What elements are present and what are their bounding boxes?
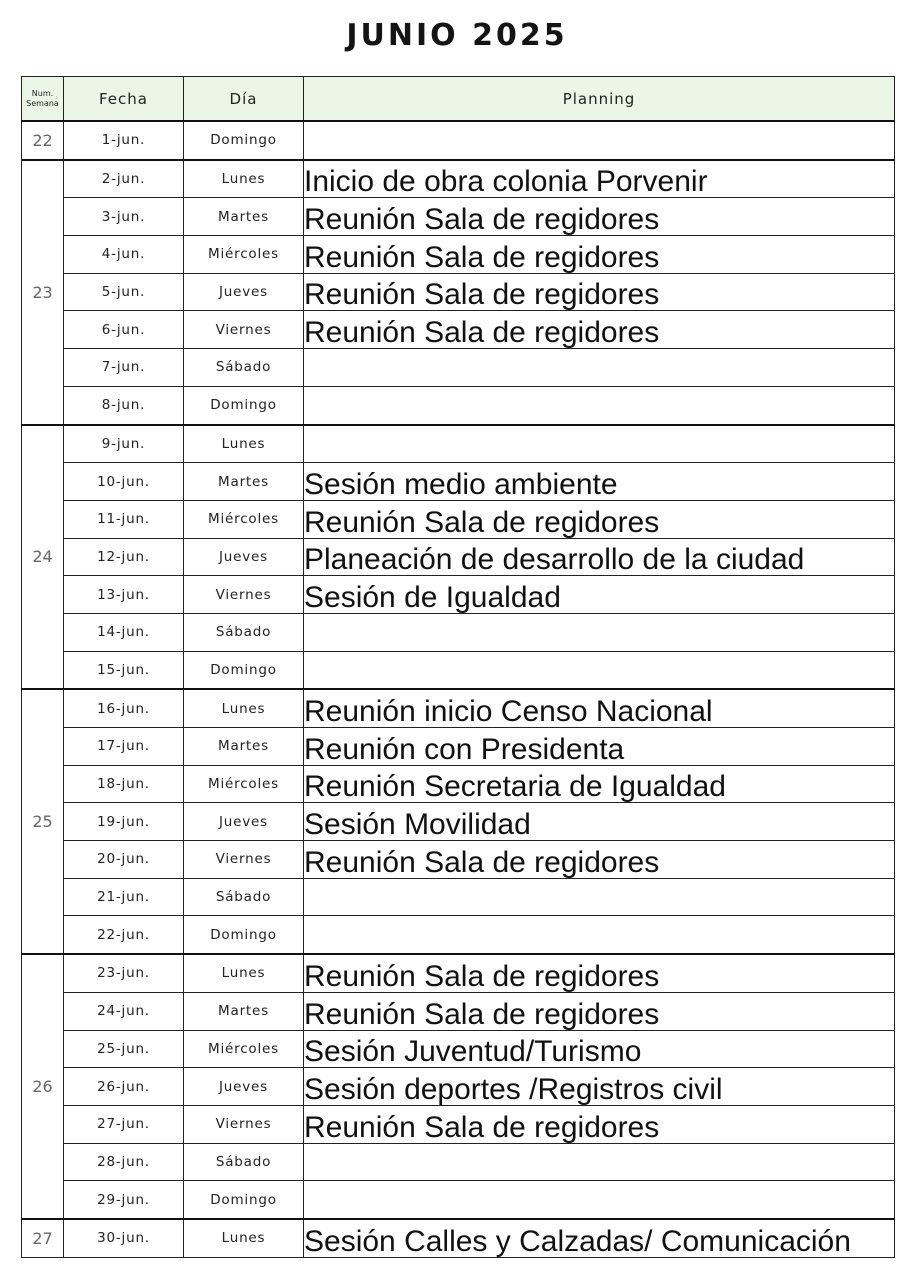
day-cell: Jueves [184, 538, 304, 576]
table-row [22, 1030, 895, 1068]
planning-cell: Reunión Sala de regidores [304, 273, 895, 311]
planning-cell: Inicio de obra colonia Porvenir [304, 160, 895, 198]
day-cell: Sábado [184, 878, 304, 916]
day-cell: Domingo [184, 1181, 304, 1219]
day-cell: Domingo [184, 651, 304, 689]
day-cell: Sábado [184, 1143, 304, 1181]
day-cell: Miércoles [184, 1030, 304, 1068]
date-cell: 21-jun. [64, 878, 184, 916]
day-cell: Lunes [184, 689, 304, 727]
table-row [22, 160, 895, 198]
date-cell: 9-jun. [64, 425, 184, 463]
planning-cell: Sesión deportes /Registros civil [304, 1068, 895, 1106]
date-cell: 8-jun. [64, 386, 184, 424]
date-cell: 30-jun. [64, 1219, 184, 1257]
planning-cell: Reunión inicio Censo Nacional [304, 689, 895, 727]
date-cell: 11-jun. [64, 500, 184, 538]
planning-cell: Reunión Secretaria de Igualdad [304, 765, 895, 803]
date-cell: 18-jun. [64, 765, 184, 803]
week-number-cell: 24 [22, 425, 64, 690]
date-cell: 14-jun. [64, 613, 184, 651]
day-cell: Domingo [184, 386, 304, 424]
date-cell: 17-jun. [64, 728, 184, 766]
day-cell: Jueves [184, 803, 304, 841]
day-cell: Viernes [184, 841, 304, 879]
planning-cell: Planeación de desarrollo de la ciudad [304, 538, 895, 576]
table-row [22, 916, 895, 954]
planning-cell [304, 386, 895, 424]
day-cell: Martes [184, 992, 304, 1030]
date-cell: 13-jun. [64, 576, 184, 614]
planning-cell: Reunión Sala de regidores [304, 311, 895, 349]
table-row [22, 349, 895, 387]
day-cell: Jueves [184, 1068, 304, 1106]
date-cell: 26-jun. [64, 1068, 184, 1106]
day-cell: Viernes [184, 576, 304, 614]
week-number-cell: 25 [22, 689, 64, 954]
date-cell: 15-jun. [64, 651, 184, 689]
planning-cell: Reunión Sala de regidores [304, 236, 895, 274]
planning-cell [304, 878, 895, 916]
day-cell: Lunes [184, 954, 304, 992]
day-cell: Domingo [184, 121, 304, 160]
planning-cell: Reunión Sala de regidores [304, 198, 895, 236]
table-row [22, 463, 895, 501]
table-row [22, 1068, 895, 1106]
day-cell: Lunes [184, 1219, 304, 1257]
planning-cell: Sesión Juventud/Turismo [304, 1030, 895, 1068]
table-row [22, 1143, 895, 1181]
week-number-cell: 26 [22, 954, 64, 1219]
date-cell: 3-jun. [64, 198, 184, 236]
day-cell: Viernes [184, 311, 304, 349]
date-cell: 24-jun. [64, 992, 184, 1030]
planning-cell [304, 916, 895, 954]
date-cell: 29-jun. [64, 1181, 184, 1219]
day-cell: Lunes [184, 160, 304, 198]
day-cell: Martes [184, 463, 304, 501]
day-cell: Domingo [184, 916, 304, 954]
table-row [22, 386, 895, 424]
planning-cell [304, 1143, 895, 1181]
page-title: JUNIO 2025 [346, 18, 568, 53]
table-row [22, 425, 895, 463]
day-cell: Viernes [184, 1105, 304, 1143]
planning-cell: Sesión de Igualdad [304, 576, 895, 614]
header-row [22, 77, 895, 122]
table-row [22, 878, 895, 916]
date-cell: 27-jun. [64, 1105, 184, 1143]
week-number-header [22, 77, 64, 122]
table-row [22, 803, 895, 841]
table-row [22, 954, 895, 992]
day-cell: Martes [184, 728, 304, 766]
date-cell: 20-jun. [64, 841, 184, 879]
week-number-cell: 23 [22, 160, 64, 425]
planning-cell: Sesión Calles y Calzadas/ Comunicación [304, 1219, 895, 1257]
day-header: Día [184, 77, 304, 122]
planning-table [21, 76, 895, 1258]
date-cell: 28-jun. [64, 1143, 184, 1181]
table-row [22, 198, 895, 236]
day-cell: Miércoles [184, 236, 304, 274]
day-cell: Sábado [184, 349, 304, 387]
date-cell: 6-jun. [64, 311, 184, 349]
table-row [22, 728, 895, 766]
week-header-line2: Semana [26, 98, 59, 108]
date-cell: 4-jun. [64, 236, 184, 274]
planning-cell: Sesión medio ambiente [304, 463, 895, 501]
date-cell: 12-jun. [64, 538, 184, 576]
day-cell: Lunes [184, 425, 304, 463]
date-cell: 22-jun. [64, 916, 184, 954]
date-cell: 16-jun. [64, 689, 184, 727]
planning-cell: Reunión Sala de regidores [304, 1105, 895, 1143]
table-row [22, 613, 895, 651]
day-cell: Jueves [184, 273, 304, 311]
date-cell: 25-jun. [64, 1030, 184, 1068]
date-cell: 10-jun. [64, 463, 184, 501]
day-cell: Martes [184, 198, 304, 236]
table-row [22, 236, 895, 274]
table-row [22, 1105, 895, 1143]
date-cell: 1-jun. [64, 121, 184, 160]
planning-cell [304, 613, 895, 651]
planning-cell: Reunión Sala de regidores [304, 500, 895, 538]
planning-cell: Reunión con Presidenta [304, 728, 895, 766]
table-row [22, 273, 895, 311]
planning-cell: Reunión Sala de regidores [304, 992, 895, 1030]
planning-cell [304, 1181, 895, 1219]
table-row [22, 1219, 895, 1257]
table-row [22, 1181, 895, 1219]
week-number-cell: 27 [22, 1219, 64, 1257]
table-row [22, 765, 895, 803]
week-header-line1: Num. [31, 88, 54, 98]
table-row [22, 841, 895, 879]
table-row [22, 500, 895, 538]
planning-header: Planning [304, 77, 895, 122]
planning-cell [304, 425, 895, 463]
planning-cell [304, 121, 895, 160]
day-cell: Sábado [184, 613, 304, 651]
planning-cell: Reunión Sala de regidores [304, 954, 895, 992]
table-row [22, 311, 895, 349]
date-header: Fecha [64, 77, 184, 122]
week-number-cell: 22 [22, 121, 64, 160]
date-cell: 2-jun. [64, 160, 184, 198]
planning-cell: Sesión Movilidad [304, 803, 895, 841]
planning-cell [304, 651, 895, 689]
planning-cell: Reunión Sala de regidores [304, 841, 895, 879]
table-row [22, 651, 895, 689]
date-cell: 23-jun. [64, 954, 184, 992]
table-row [22, 538, 895, 576]
date-cell: 7-jun. [64, 349, 184, 387]
table-row [22, 576, 895, 614]
day-cell: Miércoles [184, 765, 304, 803]
day-cell: Miércoles [184, 500, 304, 538]
date-cell: 19-jun. [64, 803, 184, 841]
table-row [22, 689, 895, 727]
date-cell: 5-jun. [64, 273, 184, 311]
table-row [22, 121, 895, 160]
table-row [22, 992, 895, 1030]
planning-cell [304, 349, 895, 387]
